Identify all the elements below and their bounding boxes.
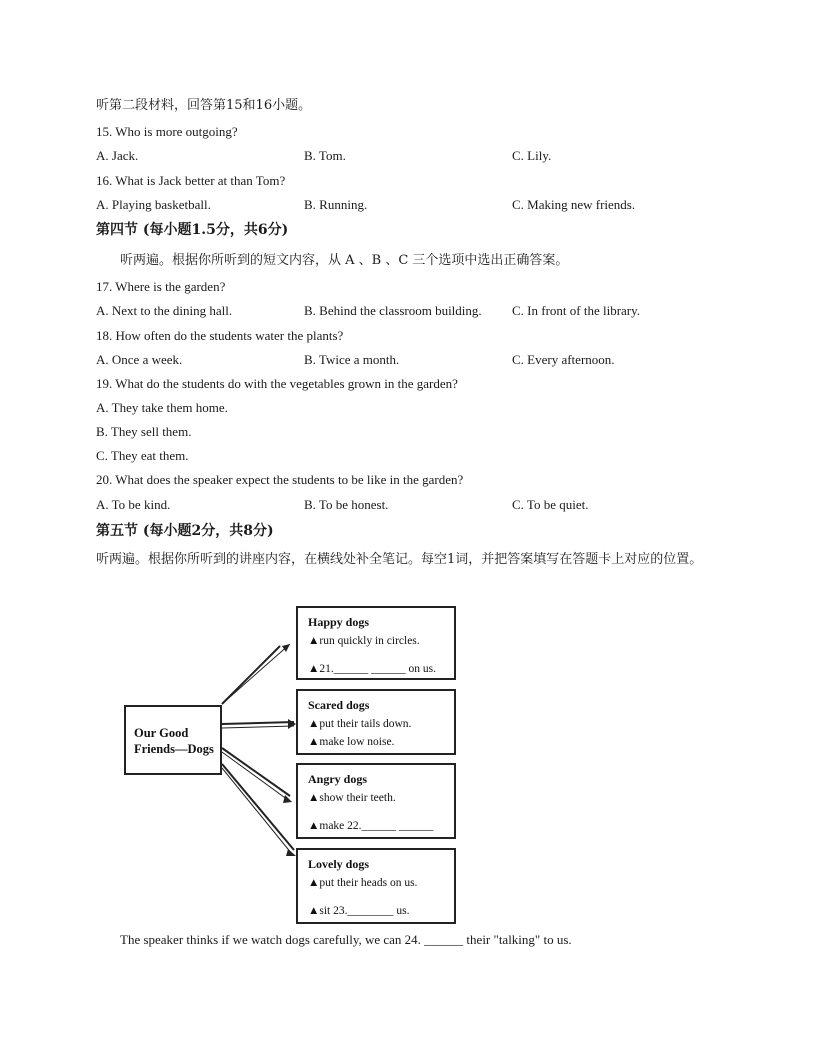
question-19-option-c: C. They eat them. <box>96 448 189 463</box>
question-24: The speaker thinks if we watch dogs carefully, we can 24. ______ their "talking" to us. <box>120 932 572 947</box>
part2-intro: 听第二段材料，回答第15和16小题。 <box>96 98 312 113</box>
angry-dogs-item-2: ▲make 22.______ ______ <box>308 820 434 832</box>
dog-notes-diagram <box>110 598 470 930</box>
lovely-dogs-box <box>296 848 456 924</box>
angry-dogs-item-1: ▲show their teeth. <box>308 792 396 804</box>
scared-dogs-item-1: ▲put their tails down. <box>308 718 412 730</box>
center-topic-box <box>124 705 222 775</box>
question-16-option-b: B. Running. <box>304 197 368 212</box>
question-20-stem: 20. What does the speaker expect the students to be like in the garden? <box>96 472 464 487</box>
center-topic-line-1: Our Good <box>134 726 189 740</box>
question-15-stem: 15. Who is more outgoing? <box>96 124 238 139</box>
section-5-instruction: 听两遍。根据你所听到的讲座内容，在横线处补全笔记。每空1词，并把答案填写在答题卡上对应的位置。 <box>96 552 703 567</box>
section-4-heading: 第四节 (每小题1.5分，共6分) <box>96 222 289 238</box>
question-16-stem: 16. What is Jack better at than Tom? <box>96 173 286 188</box>
question-16-option-c: C. Making new friends. <box>512 197 636 212</box>
question-18-stem: 18. How often do the students water the plants? <box>96 328 344 343</box>
question-17-stem: 17. Where is the garden? <box>96 279 226 294</box>
question-19-stem: 19. What do the students do with the vegetables grown in the garden? <box>96 376 458 391</box>
angry-dogs-box <box>296 763 456 839</box>
question-16-option-a: A. Playing basketball. <box>96 197 211 212</box>
lovely-dogs-title: Lovely dogs <box>308 857 370 871</box>
scared-dogs-item-2: ▲make low noise. <box>308 736 395 748</box>
question-15-option-c: C. Lily. <box>512 148 552 163</box>
happy-dogs-item-1: ▲run quickly in circles. <box>308 635 420 647</box>
happy-dogs-title: Happy dogs <box>308 615 370 629</box>
question-15-option-b: B. Tom. <box>304 148 346 163</box>
question-15-option-a: A. Jack. <box>96 148 139 163</box>
section-5-heading: 第五节 (每小题2分，共8分) <box>96 523 274 539</box>
question-19-option-a: A. They take them home. <box>96 400 228 415</box>
section-4-instruction: 听两遍。根据你所听到的短文内容，从 A 、B 、C 三个选项中选出正确答案。 <box>120 253 569 268</box>
question-19-option-b: B. They sell them. <box>96 424 192 439</box>
scared-dogs-box <box>296 689 456 755</box>
question-18-option-b: B. Twice a month. <box>304 352 400 367</box>
lovely-dogs-item-1: ▲put their heads on us. <box>308 877 418 889</box>
question-17-option-b: B. Behind the classroom building. <box>304 303 482 318</box>
question-17-option-a: A. Next to the dining hall. <box>96 303 233 318</box>
center-topic-line-2: Friends—Dogs <box>134 742 214 756</box>
question-20-option-b: B. To be honest. <box>304 497 389 512</box>
question-18-option-a: A. Once a week. <box>96 352 183 367</box>
question-20-option-a: A. To be kind. <box>96 497 171 512</box>
happy-dogs-item-2: ▲21.______ ______ on us. <box>308 663 436 675</box>
question-18-option-c: C. Every afternoon. <box>512 352 615 367</box>
lovely-dogs-item-2: ▲sit 23.________ us. <box>308 905 410 917</box>
happy-dogs-box <box>296 606 456 680</box>
scared-dogs-title: Scared dogs <box>308 698 370 712</box>
question-17-option-c: C. In front of the library. <box>512 303 641 318</box>
angry-dogs-title: Angry dogs <box>308 772 368 786</box>
question-20-option-c: C. To be quiet. <box>512 497 589 512</box>
